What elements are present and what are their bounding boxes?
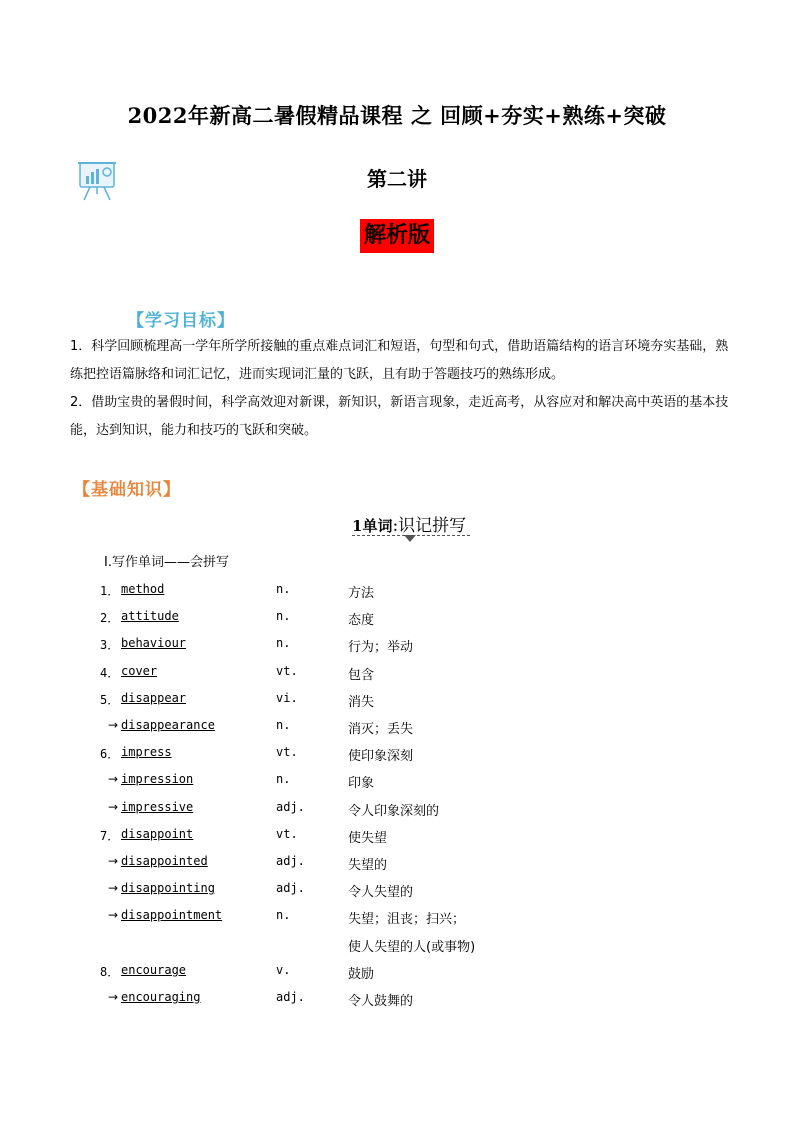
vocab-row [0,609,794,631]
vocab-number: 2． [100,611,120,626]
banner-word: 单词 [362,517,393,535]
vocab-part-of-speech: n. [276,609,291,624]
vocab-number: 3． [100,638,120,653]
vocab-word: impressive [121,799,194,814]
derivative-arrow-icon: → [108,799,119,814]
vocab-row [0,827,794,849]
vocab-meaning: 令人鼓舞的 [348,994,414,1009]
vocab-row [0,664,794,686]
vocab-row [0,582,794,604]
vocab-subheading: Ⅰ.写作单词——会拼写 [104,555,229,570]
vocab-meaning: 使印象深刻 [348,749,414,765]
vocab-row [0,854,794,876]
objective-item: 2．借助宝贵的暑假时间，科学高效迎对新课，新知识，新语言现象，走近高考，从容应对和解决高中英语的基本技能，达到知识，能力和技巧的飞跃和突破。 [70,395,729,438]
vocab-part-of-speech: adj. [276,990,305,1004]
vocab-word: disappointing [121,881,215,896]
vocab-row [0,718,794,740]
banner-subtitle: :识记拼写 [392,516,467,536]
vocab-row [0,636,794,658]
vocab-word: disappoint [121,826,194,841]
vocab-part-of-speech: vt. [276,826,298,841]
vocab-meaning: 态度 [348,613,375,629]
derivative-arrow-icon: → [108,718,119,732]
vocab-word: disappear [121,690,187,705]
vocab-meaning: 行为；举动 [348,640,414,656]
vocab-number: 8． [100,964,120,979]
vocab-word: behaviour [121,636,187,651]
vocab-meaning: 印象 [348,776,375,792]
vocab-row [0,691,794,713]
vocab-number: 4． [100,665,120,680]
section-banner [352,511,472,541]
vocab-row [0,772,794,794]
vocab-word: attitude [121,609,179,624]
vocab-word: method [121,582,165,596]
vocab-row [0,745,794,767]
vocab-part-of-speech: n. [276,582,291,596]
vocab-part-of-speech: vt. [276,663,298,678]
vocab-part-of-speech: v. [276,962,291,977]
basics-heading: 【基础知识】 [73,480,181,500]
vocab-part-of-speech: vt. [276,745,298,760]
vocab-meaning: 消失 [348,694,375,710]
vocab-meaning: 使失望 [348,830,388,846]
vocab-number: 7． [100,828,120,843]
derivative-arrow-icon: → [108,908,119,923]
vocab-number: 6． [100,747,120,762]
banner-pointer-icon [404,535,416,542]
vocab-row [0,963,794,985]
vocab-word: disappearance [121,718,215,732]
vocab-meaning: 消灭；丢失 [348,722,414,737]
vocab-meaning: 包含 [348,667,375,683]
vocab-row [0,936,794,958]
vocab-row [0,800,794,822]
lecture-number: 第二讲 [367,167,427,191]
vocab-word: encourage [121,962,187,977]
vocab-meaning: 令人印象深刻的 [348,803,440,819]
vocab-meaning: 失望；沮丧；扫兴； [348,912,466,928]
document-title: 2022年新高二暑假精品课程 之 回顾+夯实+熟练+突破 [127,103,667,128]
objectives-heading: 【学习目标】 [127,311,235,331]
vocab-meaning: 使人失望的人(或事物) [348,939,476,955]
edition-badge: 解析版 [360,219,434,253]
vocab-part-of-speech: n. [276,718,291,732]
banner-number: 1 [352,517,363,535]
vocab-meaning: 令人失望的 [348,885,414,901]
vocab-meaning: 失望的 [348,858,388,873]
vocab-part-of-speech: vi. [276,690,298,705]
vocab-part-of-speech: adj. [276,881,305,896]
vocab-part-of-speech: n. [276,636,291,651]
vocab-row [0,881,794,903]
derivative-arrow-icon: → [108,854,119,868]
derivative-arrow-icon: → [108,772,119,787]
vocab-word: impress [121,745,172,760]
vocab-part-of-speech: n. [276,772,291,787]
vocab-word: impression [121,772,194,787]
objective-item: 1．科学回顾梳理高一学年所学所接触的重点难点词汇和短语，句型和句式，借助语篇结构的语言环境夯实基础，熟练把控语篇脉络和词汇记忆，进而实现词汇量的飞跃，且有助于答题技巧的熟练形成。 [70,339,729,382]
vocab-word: encouraging [121,990,201,1004]
vocab-meaning: 鼓励 [348,966,375,982]
vocab-part-of-speech: adj. [276,854,305,868]
vocab-number: 1． [100,584,120,598]
vocab-part-of-speech: n. [276,908,291,923]
vocab-word: cover [121,663,158,678]
vocab-row [0,990,794,1012]
vocab-word: disappointment [121,908,223,923]
vocab-part-of-speech: adj. [276,799,305,814]
vocab-row [0,908,794,930]
vocab-meaning: 方法 [348,586,375,601]
derivative-arrow-icon: → [108,990,119,1004]
vocab-word: disappointed [121,854,208,868]
derivative-arrow-icon: → [108,881,119,896]
vocab-number: 5． [100,692,120,707]
